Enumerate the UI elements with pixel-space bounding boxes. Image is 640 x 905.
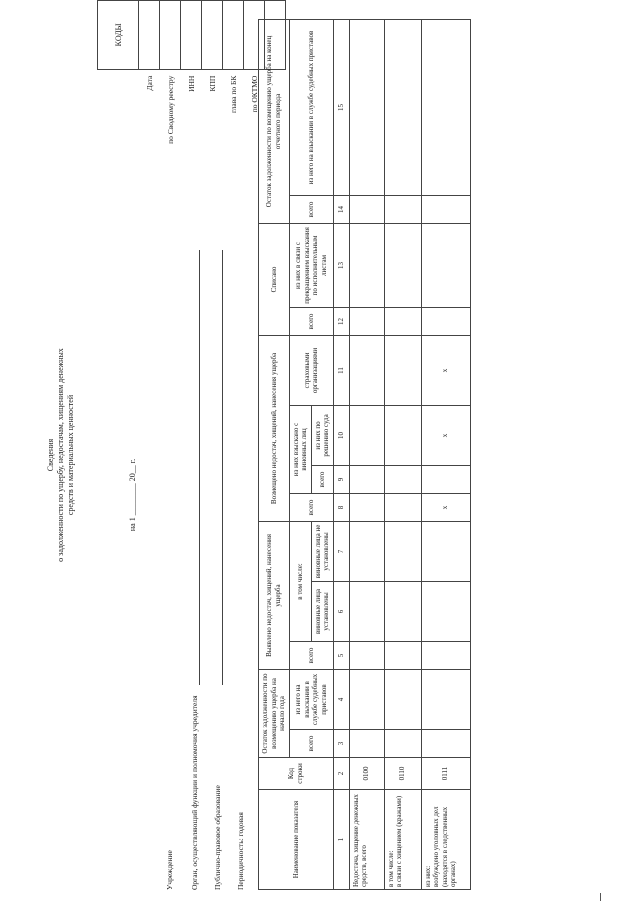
- row-cell[interactable]: [349, 730, 384, 758]
- row-cell[interactable]: [349, 405, 384, 465]
- sub-header-total: всего: [289, 493, 333, 521]
- row-cell[interactable]: [384, 19, 421, 195]
- sub-header-total: всего: [289, 195, 333, 223]
- col-header-compensated: Возмещено недостач, хищений, нанесения ущерба: [259, 335, 290, 521]
- row-cell[interactable]: x: [421, 493, 470, 521]
- field-label-municipality: Публично-правовое образование: [213, 785, 222, 890]
- field-label-institution: Учреждение: [165, 850, 174, 890]
- column-number: 3: [333, 730, 349, 758]
- col-header-balance-end: Остаток задолженности по возмещению ущерба на конец отчетного периода: [259, 19, 290, 223]
- margin-mark: [600, 893, 601, 901]
- row-code: 0111: [421, 758, 470, 790]
- sub-header-bailiff: из него на взыскании в службе судебных приставов: [289, 19, 333, 195]
- code-value-kpp[interactable]: [202, 1, 223, 70]
- row-cell[interactable]: [421, 521, 470, 581]
- field-line-authority[interactable]: [199, 250, 200, 685]
- title-line-2: о задолженности по ущербу, недостачам, хищениям денежных: [56, 348, 65, 562]
- sub-header-total: всего: [289, 641, 333, 669]
- sub-header-guilty-not-found: виновные лица не установлены: [311, 521, 333, 581]
- row-cell[interactable]: [349, 641, 384, 669]
- code-value-inn[interactable]: [181, 1, 202, 70]
- row-cell[interactable]: [384, 405, 421, 465]
- sub-header-bailiff: из него на взыскании в службе судебных приставов: [289, 669, 333, 729]
- row-cell[interactable]: [349, 581, 384, 641]
- row-cell[interactable]: [384, 465, 421, 493]
- code-value-bk[interactable]: [223, 1, 244, 70]
- row-cell[interactable]: [384, 307, 421, 335]
- codes-header: КОДЫ: [98, 1, 139, 70]
- row-cell[interactable]: [421, 307, 470, 335]
- col-header-name: Наименование показателя: [259, 790, 334, 890]
- sub-header-termination: из них в связи с прекращением взыскания по исполнительным листам: [289, 223, 333, 307]
- report-date: на 1 ________ 20__ г.: [128, 458, 137, 532]
- row-cell[interactable]: [384, 730, 421, 758]
- field-label-periodicity: Периодичность: годовая: [236, 812, 245, 890]
- column-number: 8: [333, 493, 349, 521]
- row-cell[interactable]: [384, 521, 421, 581]
- row-cell[interactable]: [384, 223, 421, 307]
- row-name: в том числе: в связи с хищением (кражами): [384, 790, 421, 890]
- column-number: 11: [333, 335, 349, 405]
- row-cell[interactable]: [384, 493, 421, 521]
- row-cell[interactable]: [421, 19, 470, 195]
- row-cell[interactable]: [421, 581, 470, 641]
- row-cell[interactable]: [349, 307, 384, 335]
- row-cell[interactable]: [421, 223, 470, 307]
- code-label-kpp: КПП: [207, 75, 217, 92]
- code-value-registry[interactable]: [160, 1, 181, 70]
- sub-header-from-guilty: из них взыскано с виновных лиц: [289, 405, 311, 493]
- row-name: Недостача, хищение денежных средств, всего: [349, 790, 384, 890]
- code-label-bk: глава по БК: [228, 75, 238, 114]
- column-number: 2: [333, 758, 349, 790]
- row-cell[interactable]: [349, 521, 384, 581]
- row-cell[interactable]: [421, 195, 470, 223]
- sub-header-total: всего: [311, 465, 333, 493]
- column-number: 4: [333, 669, 349, 729]
- table-row: [384, 19, 421, 889]
- row-cell[interactable]: [421, 641, 470, 669]
- column-number: 12: [333, 307, 349, 335]
- row-cell[interactable]: x: [421, 405, 470, 465]
- row-cell[interactable]: [421, 465, 470, 493]
- code-label-date: Дата: [144, 75, 154, 91]
- column-number: 1: [333, 790, 349, 890]
- row-cell[interactable]: [384, 195, 421, 223]
- debt-table: [258, 19, 471, 890]
- sub-header-by-court: из них по решению суда: [311, 405, 333, 465]
- col-header-code: Код строки: [259, 758, 334, 790]
- row-cell[interactable]: [384, 641, 421, 669]
- column-number: 5: [333, 641, 349, 669]
- table-row: [421, 19, 470, 889]
- row-cell[interactable]: [349, 19, 384, 195]
- code-label-registry: по Сводному реестру: [165, 75, 175, 144]
- table-row: [349, 19, 384, 889]
- row-cell[interactable]: [349, 669, 384, 729]
- field-line-municipality[interactable]: [222, 250, 223, 685]
- col-header-balance-start: Остаток задолженности по возмещению ущерба на начало года: [259, 669, 290, 757]
- col-header-written-off: Списано: [259, 223, 290, 335]
- row-cell[interactable]: [349, 465, 384, 493]
- code-value-date[interactable]: [139, 1, 160, 70]
- row-cell[interactable]: [421, 669, 470, 729]
- row-code: 0100: [349, 758, 384, 790]
- col-header-identified: Выявлено недостач, хищений, нанесения ущерба: [259, 521, 290, 669]
- sub-header-insurance: страховыми организациями: [289, 335, 333, 405]
- row-cell[interactable]: [384, 669, 421, 729]
- row-cell[interactable]: x: [421, 335, 470, 405]
- row-cell[interactable]: [349, 223, 384, 307]
- sub-header-total: всего: [289, 307, 333, 335]
- column-number: 7: [333, 521, 349, 581]
- title-line-3: средств и материальных ценностей: [66, 394, 75, 516]
- sub-header-total: всего: [289, 730, 333, 758]
- code-label-oktmo: по ОКТМО: [249, 75, 259, 113]
- column-number: 6: [333, 581, 349, 641]
- sub-header-guilty-found: виновные лица установлены: [311, 581, 333, 641]
- column-numbers-row: [333, 19, 349, 889]
- column-number: 15: [333, 19, 349, 195]
- column-number: 13: [333, 223, 349, 307]
- row-cell[interactable]: [421, 730, 470, 758]
- row-cell[interactable]: [384, 581, 421, 641]
- row-cell[interactable]: [349, 335, 384, 405]
- document-title: [46, 305, 76, 605]
- column-number: 14: [333, 195, 349, 223]
- row-name: из них: возбуждено уголовных дел (находятся в следственных органах): [421, 790, 470, 890]
- row-code: 0110: [384, 758, 421, 790]
- row-cell[interactable]: [349, 493, 384, 521]
- row-cell[interactable]: [384, 335, 421, 405]
- field-label-authority: Орган, осуществляющий функции и полномочия учредителя: [190, 695, 199, 890]
- column-number: 9: [333, 465, 349, 493]
- code-label-inn: ИНН: [186, 75, 196, 92]
- title-line-1: Сведения: [46, 438, 55, 472]
- row-cell[interactable]: [349, 195, 384, 223]
- column-number: 10: [333, 405, 349, 465]
- sub-header-including: в том числе:: [289, 521, 311, 641]
